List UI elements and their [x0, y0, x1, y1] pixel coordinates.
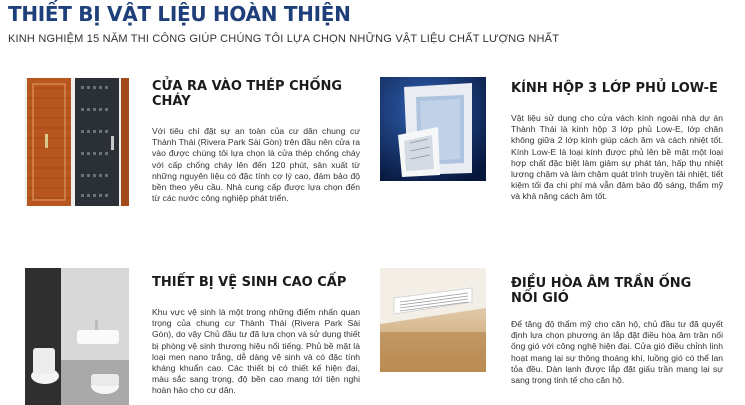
card-title: THIẾT BỊ VỆ SINH CAO CẤP	[152, 275, 347, 290]
bathroom-image	[25, 268, 129, 405]
page-title: THIẾT BỊ VẬT LIỆU HOÀN THIỆN	[8, 2, 351, 26]
page-subtitle: KINH NGHIỆM 15 NĂM THI CÔNG GIÚP CHÚNG TÔI LỰA CHỌN NHỮNG VẬT LIỆU CHẤT LƯỢNG NHẤT	[8, 33, 560, 45]
card-body: Vật liệu sử dụng cho cửa vách kính ngoài nhà dự án Thành Thái là kính hộp 3 lớp phủ Low-E, lớp chân không giữa 2 lớp kính giúp cách âm và cách nhiệt tốt. Kính Low-E là loại kính được phủ lên bề mặt một loại hợp chất đặc biệt làm giảm sự phát tán, hấp thụ nhiệt lượng chậm và làm chậm quát trình truyền tải nhiệt, tiết kiệm tối đa chi phí mà vẫn đảm bảo độ sáng, thẩm mỹ và khả năng cách âm tốt.	[511, 113, 723, 202]
fire-door-image	[25, 78, 129, 206]
card-title: KÍNH HỘP 3 LỚP PHỦ LOW-E	[511, 81, 718, 96]
ceiling-ac-image	[380, 268, 486, 372]
window-frame-image	[380, 77, 486, 181]
card-title: CỬA RA VÀO THÉP CHỐNG CHÁY	[152, 79, 343, 109]
card-body: Để tăng độ thẩm mỹ cho căn hộ, chủ đầu tư đã quyết định lựa chọn phương án lắp đặt điều hòa âm trần nối ống gió với công nghệ hiện đại. Cửa gió điều chỉnh linh hoạt mang lại sự thông thoáng khí, luồng gió có thể lan tỏa đều. Dàn lạnh được lắp đặt giấu trần mang lại sự sang trọng tinh tế cho căn hộ.	[511, 319, 723, 386]
card-body: Với tiêu chí đặt sự an toàn của cư dân chung cư Thành Thái (Rivera Park Sài Gòn) trên đầu nên cửa ra vào được chúng tôi lựa chọn là cửa thép chống cháy với cấp chống cháy lên đến 120 phút, sản xuất từ những nguyên liệu có đặc tính cơ lý cao, đảm bảo độ bền theo yêu cầu. Nhà cung cấp được lựa chọn đến từ các nước công nghiệp phát triển.	[152, 126, 360, 204]
card-title: ĐIỀU HÒA ÂM TRẦN ỐNG NỐI GIÓ	[511, 276, 692, 306]
card-body: Khu vực vệ sinh là một trong những điểm nhấn quan trọng của chung cư Thành Thái (Rivera Park Sài Gòn), do vậy Chủ đầu tư đã lựa chọn và sử dụng thiết bị phòng vệ sinh thương hiệu nổi tiếng. Phủ bề mặt là loại men nano trắng, dễ dàng vệ sinh và có đặc tính kháng khuẩn cao. Các thiết bị có thiết kế hiện đại, màu sắc sang trọng, độ bền cao mang tới tiện nghi hoàn hảo cho cư dân.	[152, 307, 360, 396]
